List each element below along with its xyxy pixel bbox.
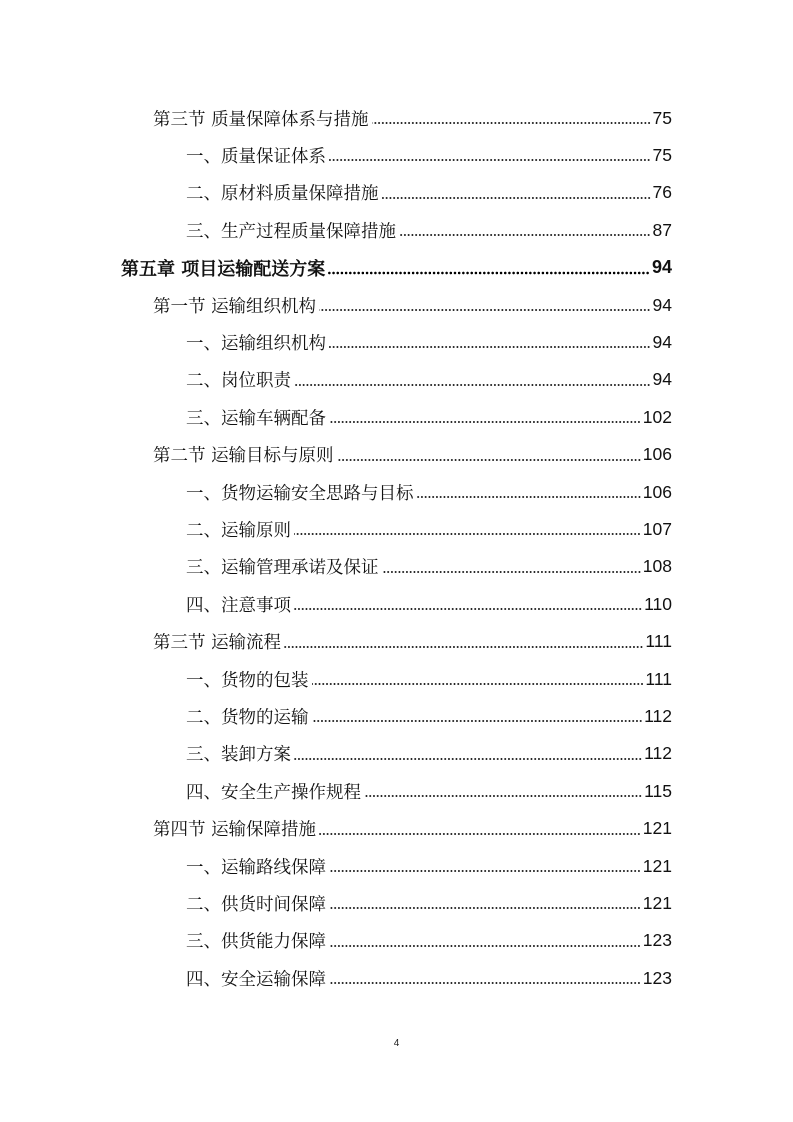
toc-entry[interactable] xyxy=(121,254,672,282)
toc-entry-label: 一、货物的包装 xyxy=(186,670,309,691)
toc-entry[interactable] xyxy=(186,665,672,693)
toc-entry[interactable] xyxy=(186,216,672,244)
toc-entry[interactable] xyxy=(153,291,672,319)
toc-entry-page: 121 xyxy=(642,818,672,839)
toc-entry[interactable] xyxy=(186,478,672,506)
toc-entry[interactable] xyxy=(186,515,672,543)
toc-entry-page: 106 xyxy=(642,481,672,502)
toc-entry[interactable] xyxy=(186,141,672,169)
toc-entry-page: 121 xyxy=(642,892,672,913)
toc-entry-page: 94 xyxy=(652,331,672,352)
toc-entry[interactable] xyxy=(186,403,672,431)
dot-leader xyxy=(294,383,651,387)
toc-entry[interactable] xyxy=(186,702,672,730)
dot-leader xyxy=(329,420,641,424)
toc-entry-page: 102 xyxy=(642,406,672,427)
toc-entry-label: 一、质量保证体系 xyxy=(186,146,326,167)
dot-leader xyxy=(319,308,650,312)
toc-entry-label: 四、安全运输保障 xyxy=(186,969,326,990)
toc-entry-label: 一、运输组织机构 xyxy=(186,333,326,354)
toc-entry-page: 123 xyxy=(642,930,672,951)
toc-entry-page: 123 xyxy=(642,967,672,988)
toc-entry-label: 一、货物运输安全思路与目标 xyxy=(186,483,414,504)
toc-entry[interactable] xyxy=(153,815,672,843)
toc-entry-label: 二、运输原则 xyxy=(186,520,291,541)
toc-entry-page: 111 xyxy=(645,668,672,689)
toc-entry-label: 二、货物的运输 xyxy=(186,707,309,728)
toc-entry-label: 一、运输路线保障 xyxy=(186,857,326,878)
toc-entry[interactable] xyxy=(186,927,672,955)
toc-entry-page: 75 xyxy=(652,144,672,165)
dot-leader xyxy=(372,121,651,125)
toc-entry-label: 二、岗位职责 xyxy=(186,371,291,392)
toc-entry-page: 94 xyxy=(652,294,672,315)
toc-entry-page: 115 xyxy=(644,780,672,801)
toc-entry-page: 112 xyxy=(644,743,672,764)
toc-entry-label: 三、装卸方案 xyxy=(186,745,291,766)
toc-entry-page: 75 xyxy=(652,107,672,128)
toc-entry-page: 106 xyxy=(642,444,672,465)
dot-leader xyxy=(329,944,641,948)
toc-entry[interactable] xyxy=(186,553,672,581)
dot-leader xyxy=(328,271,650,275)
toc-entry-label: 四、注意事项 xyxy=(186,595,291,616)
toc-entry-label: 第一节 运输组织机构 xyxy=(153,296,317,317)
toc-entry[interactable] xyxy=(186,179,672,207)
dot-leader xyxy=(329,158,651,162)
dot-leader xyxy=(417,495,641,499)
toc-entry[interactable] xyxy=(186,964,672,992)
toc-entry[interactable] xyxy=(153,441,672,469)
toc-entry-label: 四、安全生产操作规程 xyxy=(186,782,361,803)
toc-entry-label: 二、供货时间保障 xyxy=(186,894,326,915)
toc-entry[interactable] xyxy=(186,740,672,768)
toc-entry-page: 87 xyxy=(652,219,672,240)
toc-entry-label: 第二节 运输目标与原则 xyxy=(153,446,334,467)
toc-entry[interactable] xyxy=(186,777,672,805)
toc-entry-label: 第四节 运输保障措施 xyxy=(153,820,317,841)
toc-entry-label: 三、生产过程质量保障措施 xyxy=(186,221,396,242)
toc-entry-page: 107 xyxy=(642,518,672,539)
toc-entry-label: 三、运输管理承诺及保证 xyxy=(186,558,379,579)
page-number: 4 xyxy=(393,1038,400,1049)
dot-leader xyxy=(319,832,641,836)
toc-entry-page: 76 xyxy=(652,182,672,203)
toc-entry-label: 第三节 运输流程 xyxy=(153,633,282,654)
toc-entry[interactable] xyxy=(186,590,672,618)
toc-entry-page: 112 xyxy=(644,705,672,726)
toc-entry[interactable] xyxy=(153,104,672,132)
dot-leader xyxy=(329,906,641,910)
dot-leader xyxy=(364,794,642,798)
toc-entry[interactable] xyxy=(186,328,672,356)
dot-leader xyxy=(294,532,641,536)
toc-entry-page: 94 xyxy=(651,257,672,278)
toc-entry[interactable] xyxy=(153,628,672,656)
toc-entry-page: 110 xyxy=(644,593,672,614)
toc-entry-label: 三、运输车辆配备 xyxy=(186,408,326,429)
dot-leader xyxy=(382,570,641,574)
toc-entry-page: 94 xyxy=(652,369,672,390)
dot-leader xyxy=(294,757,642,761)
toc-entry-page: 111 xyxy=(645,631,672,652)
dot-leader xyxy=(284,645,643,649)
dot-leader xyxy=(294,607,642,611)
dot-leader xyxy=(329,345,651,349)
dot-leader xyxy=(329,981,641,985)
dot-leader xyxy=(312,719,643,723)
dot-leader xyxy=(337,458,641,462)
toc-entry[interactable] xyxy=(186,366,672,394)
toc-entry-label: 第五章 项目运输配送方案 xyxy=(121,258,326,280)
dot-leader xyxy=(399,233,651,237)
dot-leader xyxy=(312,682,644,686)
toc-entry-label: 三、供货能力保障 xyxy=(186,932,326,953)
toc-entry-label: 二、原材料质量保障措施 xyxy=(186,184,379,205)
dot-leader xyxy=(329,869,641,873)
toc-entry[interactable] xyxy=(186,889,672,917)
dot-leader xyxy=(382,196,651,200)
toc-entry-page: 108 xyxy=(642,556,672,577)
toc-entry-label: 第三节 质量保障体系与措施 xyxy=(153,109,369,130)
toc-entry[interactable] xyxy=(186,852,672,880)
toc-entry-page: 121 xyxy=(642,855,672,876)
